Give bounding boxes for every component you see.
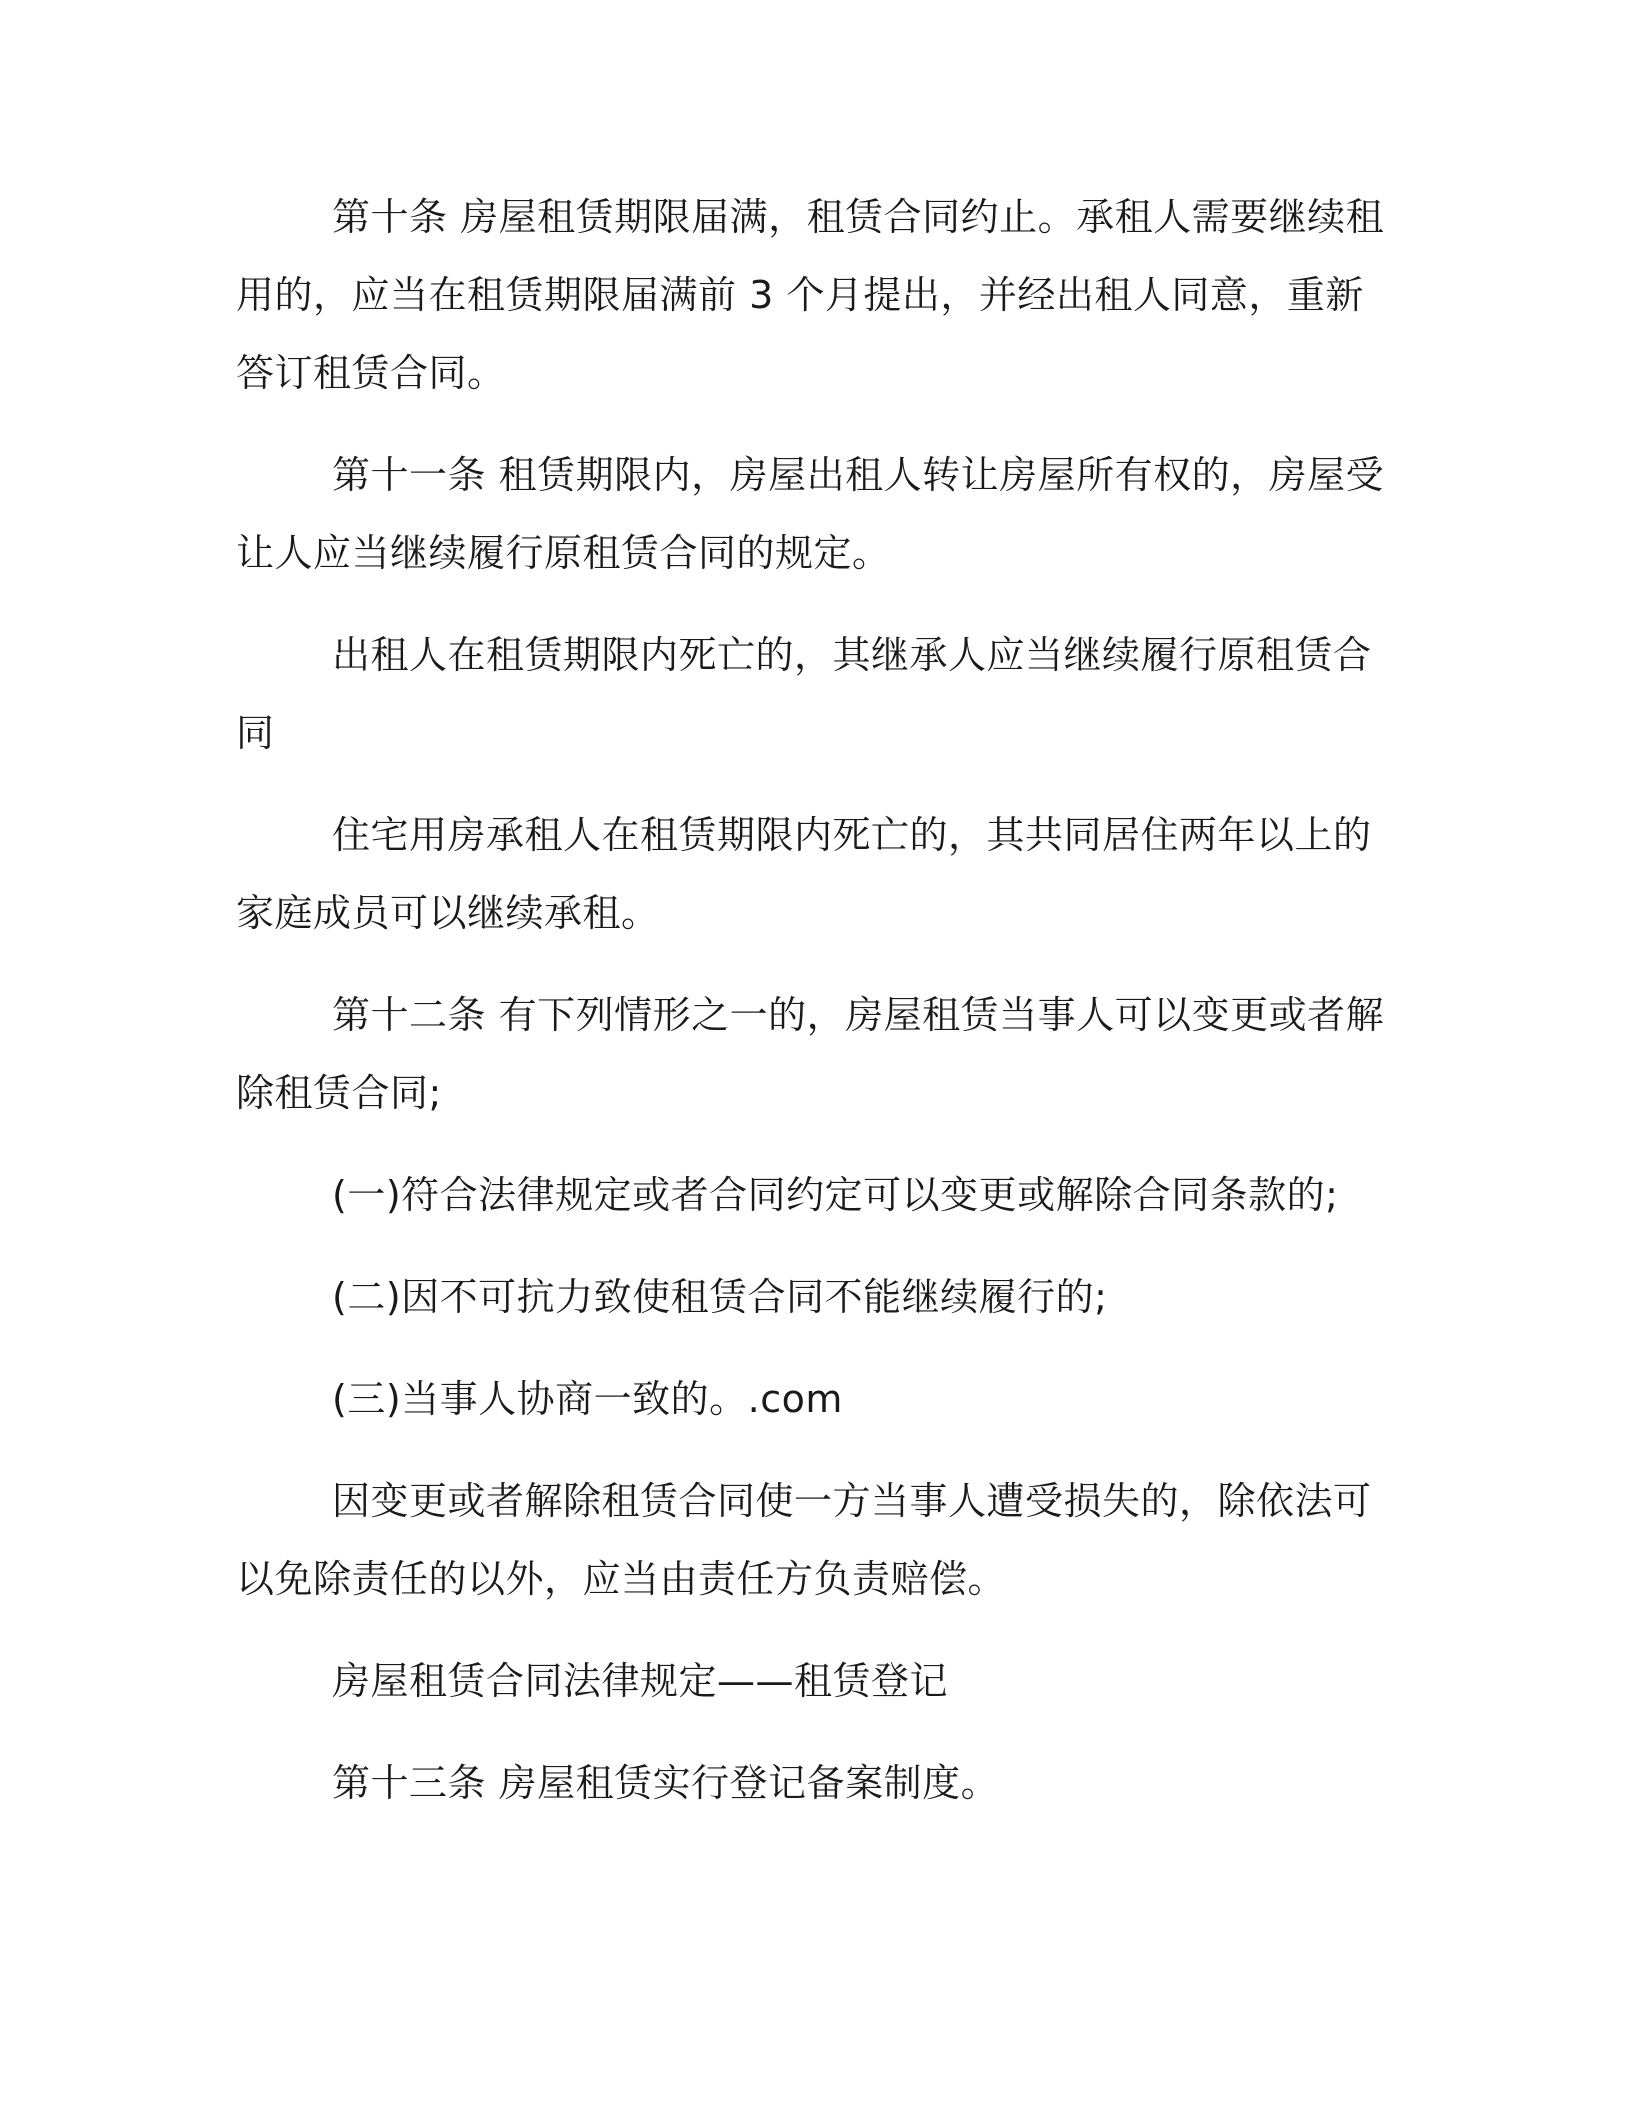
document-body bbox=[236, 178, 1396, 1846]
paragraph-article-11: 第十一条 租赁期限内，房屋出租人转让房屋所有权的，房屋受让人应当继续履行原租赁合同的规定。 bbox=[236, 453, 1385, 575]
paragraph-item-2: (二)因不可抗力致使租赁合同不能继续履行的; bbox=[332, 1275, 1108, 1319]
section-heading-registration: 房屋租赁合同法律规定——租赁登记 bbox=[332, 1659, 949, 1703]
paragraph-lessor-death: 出租人在租赁期限内死亡的，其继承人应当继续履行原租赁合同 bbox=[236, 633, 1372, 755]
paragraph-tenant-death: 住宅用房承租人在租赁期限内死亡的，其共同居住两年以上的家庭成员可以继续承租。 bbox=[236, 813, 1372, 935]
paragraph-compensation: 因变更或者解除租赁合同使一方当事人遭受损失的，除依法可以免除责任的以外，应当由责任方负责赔偿。 bbox=[236, 1479, 1372, 1601]
paragraph-item-1: (一)符合法律规定或者合同约定可以变更或解除合同条款的; bbox=[332, 1173, 1339, 1217]
paragraph-article-12: 第十二条 有下列情形之一的，房屋租赁当事人可以变更或者解除租赁合同; bbox=[236, 993, 1385, 1115]
paragraph-item-3: (三)当事人协商一致的。.com bbox=[332, 1377, 843, 1421]
paragraph-article-13: 第十三条 房屋租赁实行登记备案制度。 bbox=[332, 1761, 1000, 1805]
paragraph-article-10: 第十条 房屋租赁期限届满，租赁合同约止。承租人需要继续租用的，应当在租赁期限届满前 3 个月提出，并经出租人同意，重新答订租赁合同。 bbox=[236, 195, 1385, 395]
